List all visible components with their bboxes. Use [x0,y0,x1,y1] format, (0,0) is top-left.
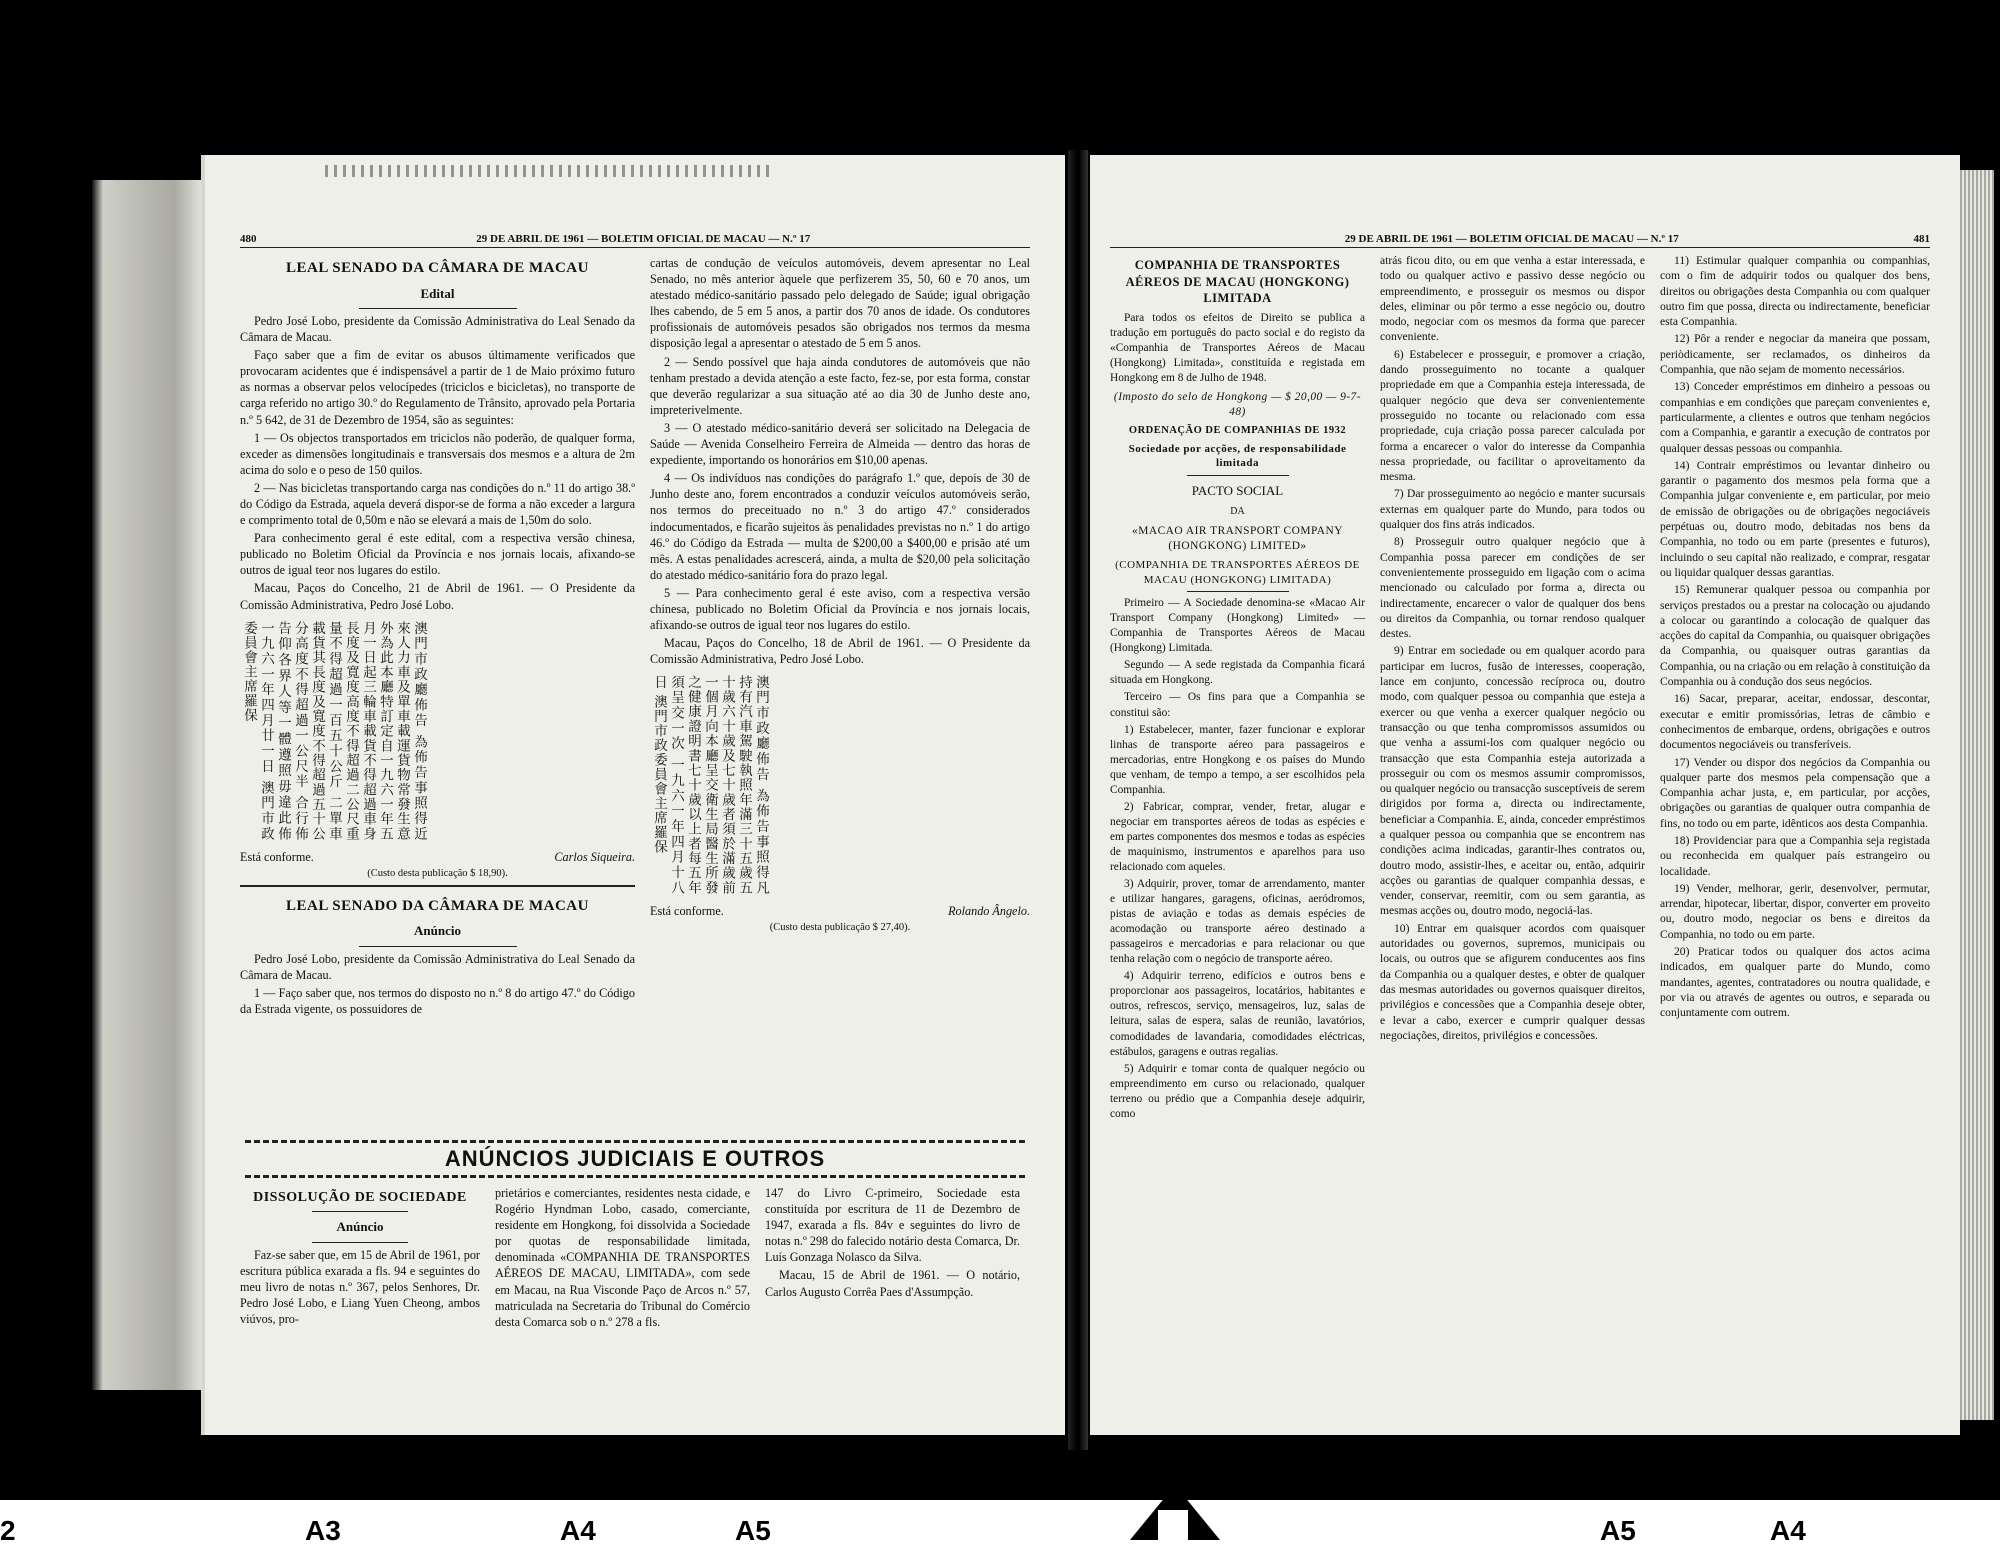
pacto-clause: 16) Sacar, preparar, aceitar, endossar, descontar, executar e emitir promissórias, letras de câmbio e conhecimentos de embarque, ordens, obrigações e outros documentos negociáveis ou transferíveis. [1660,692,1930,752]
pacto-clause: 9) Entrar em sociedade ou em qualquer acordo para participar em lucros, fusão de interesses, cooperação, lance em conjunto, concessão recíproca ou, doutro modo, com qualquer pessoa ou companhia que esteja a exercer ou que venha a exercer qualquer negócio ou transacção ou que tenha compromissos assumidos ou que venha a assumi-los com qualquer negócio ou transacção que esta Companhia esteja autorizada a prosseguir ou com os mesmos assumir compromissos, ou qualquer negócio ou transacção susceptíveis de serem dirigidos por forma a, directa ou indirectamente, beneficiar a Companhia. E, ainda, conceder empréstimos a qualquer pessoa ou companhia que se encontrem nas condições acima indicadas, garantir-lhes contratos ou, doutro modo, assistir-lhes, e aceitar ou, então, adquirir acções ou garantias de qualquer companhia dessas, e vender, conservar, reemitir, com ou sem garantia, as mesmas acções ou, doutro modo, negociá-las. [1380,644,1645,918]
pacto-clause: 1) Estabelecer, manter, fazer funcionar e explorar linhas de transporte aéreo para passageiros e mercadorias, entre Hongkong e os países do Mundo que venham, de tempo a tempo, a ser escolhidos pela Companhia. [1110,723,1365,796]
pacto-clause: 3) Adquirir, prover, tomar de arrendamento, manter e utilizar hangares, garagens, oficinas, aeródromos, pistas de aviação e todas as demais espécies de acomodação ou transporte aéreo destinado a passageiros e mercadorias e para relacionar ou que tenha relação com o negócio de transporte aéreo. [1110,878,1365,966]
aviso-paragraph: cartas de condução de veículos automóveis, devem apresentar no Leal Senado, no mês anterior àquele que perfizerem 35, 50, 60 e 70 anos, um atestado médico-sanitário passado pelo delegado de Saúde; igual obrigação lhes cabendo, de 5 em 5 anos, a partir dos 70 anos de idade. Os condutores profissionais de automóveis pesados são obrigados nos termos da mesma disposição legal a apresentar o atestado de 5 em 5 anos. [650,256,1030,351]
edital-institution: LEAL SENADO DA CÂMARA DE MACAU [286,260,589,276]
pacto-clause: 15) Remunerar qualquer pessoa ou companhia por serviços prestados ou a prestar na colocação ou ajudando a colocar ou garantindo a colocação de qualquer das acções do capital da Companhia, ou quaisquer obrigações da Companhia, ou quaisquer outras garantias da Companhia, ou na criação ou em relação à constituição da Companhia ou à condução dos seus negócios. [1660,583,1930,689]
edital-paragraph: Macau, Paços do Concelho, 21 de Abril de 1961. — O Presidente da Comissão Administrativa, Pedro José Lobo. [240,581,635,612]
anuncio-paragraph: Pedro José Lobo, presidente da Comissão Administrativa do Leal Senado da Câmara de Macau. [240,951,635,982]
header-title: 29 DE ABRIL DE 1961 — BOLETIM OFICIAL DE MACAU — N.º 17 [1344,233,1679,245]
dissolucao-column-1 [240,1185,480,1329]
pacto-column-2 [1380,253,1645,1045]
book-edge-left [92,180,202,1390]
aviso-paragraph: 3 — O atestado médico-sanitário deverá ser solicitado na Delegacia de Saúde — Avenida Conselheiro Ferreira de Almeida — dentro das horas de expediente, importando os honorários em $10,00 apenas. [650,420,1030,468]
pacto-clause: 19) Vender, melhorar, gerir, desenvolver, permutar, arrendar, hipotecar, libertar, dispor, converter em proveito ou, doutro modo, negociar os bens e direitos da Companhia, no todo ou em parte. [1660,881,1930,941]
aviso-signature: Está conforme. Rolando Ângelo. [650,904,1030,919]
dissolucao-title: DISSOLUÇÃO DE SOCIEDADE [253,1190,467,1205]
book-spine [1068,150,1088,1450]
edital-paragraph: Faço saber que a fim de evitar os abusos últimamente verificados que provocaram acidentes que é indispensável a partir de 1 de Maio próximo futuro as normas a observar pelos velocípedes (triciclos e bicicletas), no transporte de carga referido no artigo 30.º do Regulamento de Trânsito, aprovado pela Portaria n.º 5 642, de 31 de Dezembro de 1954, são as seguintes: [240,348,635,427]
aviso-cost: (Custo desta publicação $ 27,40). [769,922,911,934]
aviso-paragraph: 5 — Para conhecimento geral é este aviso, com a respectiva versão chinesa, publicado no Boletim Oficial da Província e nos jornais locais, afixando-se outros de igual teor nos lugares do estilo. [650,585,1030,633]
divider [359,946,517,947]
anuncio-type: Anúncio [414,923,461,939]
pacto-clause: Terceiro — Os fins para que a Companhia se constitui são: [1110,691,1365,719]
aviso-paragraph: 2 — Sendo possível que haja ainda condutores de automóveis que não tenham prestado a devida atenção a este facto, fez-se, por esta forma, constar que deverão regularizar a sua situação até ao dia 30 de Junho deste ano, impreterivelmente. [650,354,1030,417]
divider [312,1211,408,1212]
pacto-column-3 [1660,253,1930,1023]
edital-cost: (Custo desta publicação $ 18,90). [367,867,508,879]
dissolucao-text: 147 do Livro C-primeiro, Sociedade esta constituída por escritura de 11 de Dezembro de 1947, exarada a fls. 84v e seguintes do livro de notas n.º 298 do falecido notário desta Comarca, Dr. Luís Gonzaga Nolasco da Silva. [765,1186,1020,1265]
aviso-column [650,255,1030,935]
pacto-clause: 13) Conceder empréstimos em dinheiro a pessoas ou companhias e em condições que pareçam convenientes e, particularmente, a clientes e outros que tenham negócios com a Companhia, e garantir a execução de contratos por qualquer dessas pessoas ou companhia. [1660,380,1930,455]
pacto-clause: 17) Vender ou dispor dos negócios da Companhia ou qualquer parte dos mesmos pela compensação que a Companhia achar justa, e, em particular, por acções, obrigações ou garantias de qualquer outra companhia de fins, no todo ou em parte, idênticos aos desta Companhia. [1660,755,1930,830]
pacto-clause: atrás ficou dito, ou em que venha a estar interessada, e todo ou qualquer activo e passivo desse negócio ou empreendimento, e prosseguir os mesmos ou dispor deles, eliminar ou pôr termo a esse negócio ou, doutro modo, negociar com os mesmos da forma que parecer conveniente. [1380,254,1645,344]
right-page [1090,155,1960,1435]
pacto-clause: 11) Estimular qualquer companhia ou companhias, com o fim de adquirir todos ou qualquer dos bens, direitos ou obrigações desta Companhia ou com qualquer outro fim que possa, directa ou indirectamente, beneficiar esta Companhia. [1660,254,1930,329]
section-banner: ANÚNCIOS JUDICIAIS E OUTROS [245,1140,1025,1178]
pacto-clause: 12) Pôr a render e negociar da maneira que possam, periòdicamente, ser reclamados, os dinheiros da Companhia, que não sejam de momento necessários. [1660,332,1930,377]
pacto-clause: Primeiro — A Sociedade denomina-se «Macao Air Transport Company (Hongkong) Limited» — Companhia de Transportes Aéreos de Macau (Hongkong) Limitada. [1110,597,1365,655]
pacto-column-1 [1110,253,1365,1124]
ordinance-title: ORDENAÇÃO DE COMPANHIAS DE 1932 [1128,424,1347,436]
pacto-da: DA [1230,505,1245,517]
pacto-clause: 20) Praticar todos ou qualquer dos actos acima indicados, em qualquer parte do Mundo, como mandantes, agentes, contratadores ou noutra qualidade, e por via ou através de agentes ou outros, e separada ou conjuntamente com outrem. [1660,945,1930,1020]
header-title: 29 DE ABRIL DE 1961 — BOLETIM OFICIAL DE MACAU — N.º 17 [476,233,811,245]
scan-noise [325,165,775,177]
edital-paragraph: Para conhecimento geral é este edital, com a respectiva versão chinesa, publicado no Boletim Oficial da Província e nos jornais locais, afixando-se outros de igual teor nos lugares do estilo. [240,531,635,578]
film-mark: A5 [735,1515,771,1546]
book-edge-right [1960,170,1994,1420]
pacto-clause: 14) Contrair empréstimos ou levantar dinheiro ou garantir o pagamento dos mesmos pela forma que a Companhia julgar conveniente e, em particular, por meio de emissão de obrigações ou de obrigações negociáveis perpétuas ou, doutro modo, debitadas nos bens da Companhia, no todo ou em parte (presentes e futuros), incluindo o seu capital não realizado, e comprar, resgatar ou liquidar qualquer dessas garantias. [1660,458,1930,579]
pacto-clause: 7) Dar prosseguimento ao negócio e manter sucursais externas em qualquer parte do Mundo, para todos ou qualquer dos fins atrás indicados. [1380,487,1645,532]
divider [1187,591,1289,592]
film-mark: A3 [305,1515,341,1546]
film-mark: A4 [1770,1515,1806,1546]
right-page-header [1110,233,1930,248]
pacto-clause: 10) Entrar em quaisquer acordos com quaisquer autoridades ou governos, supremos, municipais ou locais, ou outros que se afigurem conducentes aos fins da Companhia ou a qualquer destes, e obter de qualquer das mesmas autoridades ou governos quaisquer direitos, privilégios e concessões que a Companhia deseje obter, e levar a cabo, exercer e cumprir qualquer dessas negociações, direitos, privilégios e concessões. [1380,921,1645,1042]
center-mark-notch [1158,1510,1188,1560]
anuncio-paragraph: 1 — Faço saber que, nos termos do disposto no n.º 8 do artigo 47.º do Código da Estrada vigente, os possuidores de [240,985,635,1016]
company-name-pt: (COMPANHIA DE TRANSPORTES AÉREOS DE MACAU (HONGKONG) LIMITADA) [1115,559,1360,586]
edital-chinese-version: 澳門市政廳佈告 為佈告事照得近來人力車及單車載運貨物常發生意外為此本廳特訂定自一九六一年五月一日起三輪車載貨不得超過車身長度及寬度高度不得超過二公尺重量不得超過一百五十公斤 二單車載貨其長度及寬度不得超過五十公分高度不得超過一公尺半 合行佈告仰各界人等一體遵照毋違此佈 一九六一年四月廿一日 澳門市政委員會主席羅保 [241,620,427,841]
left-page-header [240,233,1030,248]
pacto-clause: 2) Fabricar, comprar, vender, fretar, alugar e negociar em transportes aéreos de todas as espécies e em partes componentes dos mesmos e todas as espécies de maquinismo, instrumentos e aparelhos para uso relacionado com aqueles. [1110,800,1365,873]
aviso-paragraph: 4 — Os indivíduos nas condições do parágrafo 1.º que, depois de 30 de Junho deste ano, forem encontrados a conduzir veículos automóveis serão, nos termos do preceituado no n.º 3 do artigo 47.º considerados indocumentados, e ficarão sujeitos às penalidades previstas no n.º 1 do artigo 46.º do Código da Estrada — multa de $200,00 a $400,00 e prisão até um mês. A estas penalidades acrescerá, ainda, a multa de $20,00 pela solicitação do atestado médico-sanitário fora do prazo legal. [650,471,1030,582]
edital-type: Edital [420,285,455,301]
divider [312,1242,408,1243]
pacto-clause: 8) Prosseguir outro qualquer negócio que à Companhia possa parecer em condições de ser convenientemente prosseguido em ligação com o acima mencionado ou calculado por forma a, directa ou indirectamente, encarecer o valor de qualquer dos bens ou direitos da Companhia, ou tornar rendoso qualquer destes. [1380,535,1645,641]
edital-paragraph: 2 — Nas bicicletas transportando carga nas condições do n.º 11 do artigo 38.º do Código da Estrada, aquela deverá dispor-se de forma a não exceder a largura e comprimento total de 0,50m e não se elevará a mais de 1,50m do solo. [240,480,635,528]
film-mark: A4 [560,1515,596,1546]
dissolucao-type: Anúncio [336,1219,384,1235]
dissolucao-text: prietários e comerciantes, residentes nesta cidade, e Rogério Hyndman Lobo, casado, comerciante, residente em Hongkong, foi dissolvida a Sociedade por quotas de responsabilidade limitada, denominada «COMPANHIA DE TRANSPORTES AÉREOS DE MACAU, LIMITADA», com sede em Macau, na Rua Visconde Paço de Arcos n.º 57, matriculada na Secretaria do Tribunal do Comércio desta Comarca sob o n.º 278 a fls. [495,1186,750,1329]
edital-signatory: Carlos Siqueira. [554,849,635,864]
company-name-en: «MACAO AIR TRANSPORT COMPANY (HONGKONG) LIMITED» [1132,525,1343,553]
edital-signature: Está conforme. Carlos Siqueira. [240,849,635,864]
anuncio-institution: LEAL SENADO DA CÂMARA DE MACAU [286,897,589,914]
divider [240,885,635,887]
edital-column [240,255,635,1019]
film-mark: 2 [0,1515,16,1546]
dissolucao-text: Faz-se saber que, em 15 de Abril de 1961, por escritura pública exarada a fls. 94 e seguintes do meu livro de notas n.º 367, pelos Senhores, Dr. Pedro José Lobo, e Liang Yuen Cheong, ambos viúvos, pro- [240,1247,480,1326]
pacto-clause: 5) Adquirir e tomar conta de qualquer negócio ou empreendimento em curso ou relacionado, qualquer terreno ou prédio que a Companhia deseje adquirir, como [1110,1062,1365,1120]
left-page [205,155,1065,1435]
pacto-title: PACTO SOCIAL [1191,482,1284,498]
stamp-text: (Imposto do selo de Hongkong — $ 20,00 — 9-7-48) [1113,390,1362,418]
aviso-signatory: Rolando Ângelo. [948,904,1030,919]
divider [359,308,517,309]
dissolucao-column-3 [765,1185,1020,1302]
film-strip [0,1500,2000,1560]
dissolucao-date: Macau, 15 de Abril de 1961. — O notário, Carlos Augusto Corrêa Paes d'Assumpção. [765,1268,1020,1299]
divider [1187,475,1289,476]
society-type: Sociedade por acções, de responsabilidade limitada [1128,442,1347,470]
pacto-clause: 4) Adquirir terreno, edifícios e outros bens e proporcionar aos passageiros, locatários, habitantes e outros, refrescos, serviço, mensageiros, luz, salas de leitura, salas de espera, salas de reunião, lavatórios, comodidades de lavandaria, comodidades eléctricas, estábulos, garagens e outras regalias. [1110,970,1365,1058]
pacto-clause: 18) Providenciar para que a Companhia seja registada ou reconhecida em qualquer país estrangeiro ou localidade. [1660,833,1930,878]
page-number: 480 [240,233,257,245]
film-mark: A5 [1600,1515,1636,1546]
edital-paragraph: 1 — Os objectos transportados em triciclos não poderão, de qualquer forma, exceder as dimensões longitudinais e transversais dos mesmos e a altura de 2m acima do solo e o peso de 150 quilos. [240,430,635,477]
dissolucao-column-2 [495,1185,750,1332]
aviso-paragraph: Macau, Paços do Concelho, 18 de Abril de 1961. — O Presidente da Comissão Administrativa, Pedro José Lobo. [650,636,1030,667]
company-title: COMPANHIA DE TRANSPORTES AÉREOS DE MACAU (HONGKONG) LIMITADA [1125,258,1350,305]
pacto-clause: Segundo — A sede registada da Companhia ficará situada em Hongkong. [1110,659,1365,687]
pacto-clause: 6) Estabelecer e prosseguir, e promover a criação, dando prosseguimento no tocante a qualquer propriedade em que a Companhia esteja interessada, de qualquer negócio que deva ser convenientemente prosseguido no tocante ou relacionado com essa propriedade, cuja criação possa parecer calculada por forma a encarecer o valor do interesse da Companhia nessa propriedade, ou facilitar o aproveitamento da mesma. [1380,347,1645,484]
intro-text: Para todos os efeitos de Direito se publica a tradução em português do pacto social e do registo da «Companhia de Transportes Aéreos de Macau (Hongkong) Limitada», constituída e registada em Hongkong em 8 de Julho de 1948. [1110,311,1365,384]
page-number: 481 [1913,233,1930,245]
aviso-chinese-version: 澳門市政廳佈告 為佈告事照得凡持有汽車駕駛執照年滿三十五歲五十歲六十歲及七十歲者須於滿歲前一個月向本廳呈交衛生局醫生所發之健康證明書七十歲以上者每五年須呈交一次 一九六一年四月十八日 澳門市政委員會主席羅保 [651,675,769,896]
edital-paragraph: Pedro José Lobo, presidente da Comissão Administrativa do Leal Senado da Câmara de Macau. [240,313,635,345]
